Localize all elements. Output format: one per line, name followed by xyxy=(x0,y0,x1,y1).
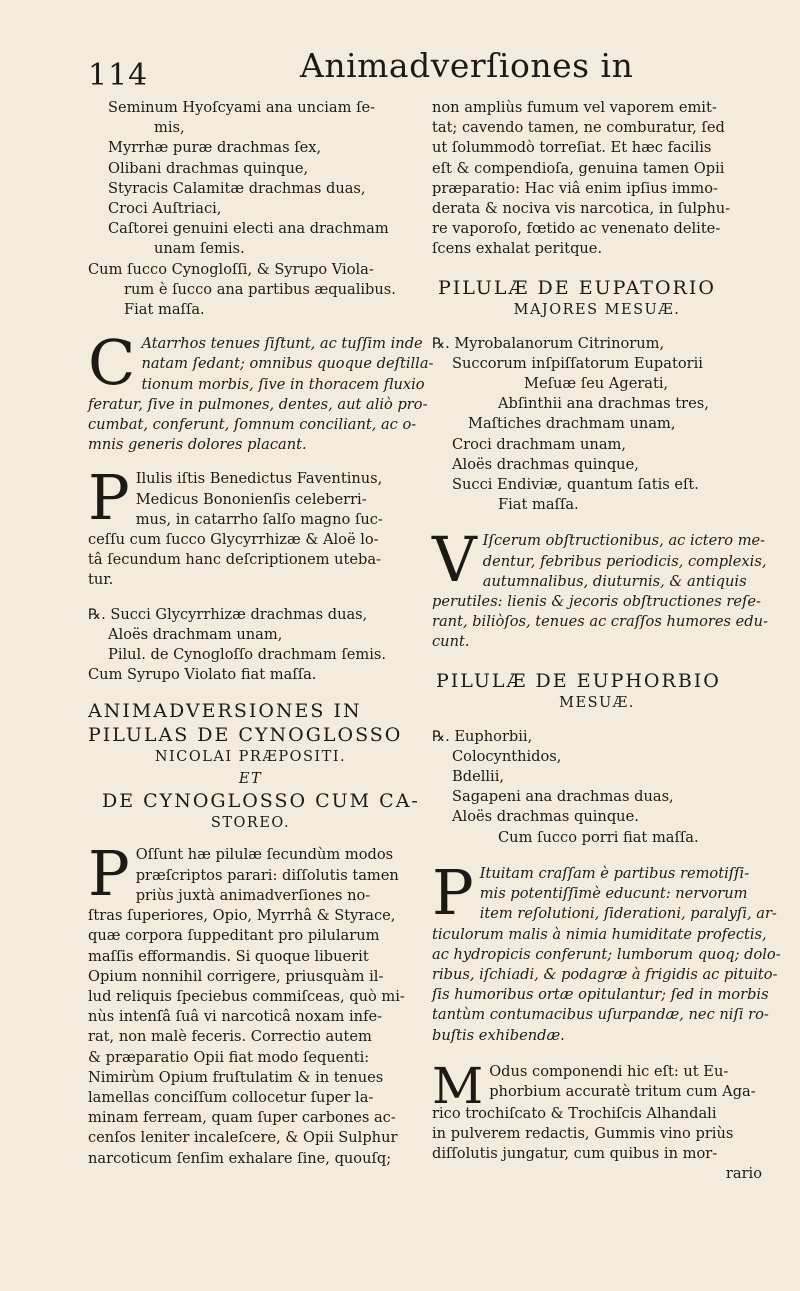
drop-cap: P xyxy=(432,855,474,929)
continued-paragraph xyxy=(432,98,762,260)
text-line: & præparatio Opii fiat modo ſequenti: xyxy=(88,1048,370,1066)
text-line: ticulorum malis à nimia humiditate profectis, xyxy=(432,925,767,943)
text-line: item reſolutioni, ſiderationi, paralyſi, ar- xyxy=(479,905,777,923)
text-line: tantùm contumacibus uſurpandæ, nec niſi ro- xyxy=(432,1006,769,1024)
heading-line: PILULAS DE CYNOGLOSSO xyxy=(88,724,403,747)
drop-cap: V xyxy=(432,523,477,597)
recipe-line: Cum ſucco porri fiat maſſa. xyxy=(498,828,699,846)
text-line: dentur, febribus periodicis, complexis, xyxy=(482,552,767,570)
section-heading-eupatorio xyxy=(432,276,762,320)
text-line: quæ corpora ſuppeditant pro pilularum xyxy=(88,927,380,945)
recipe-line: Croci drachmam unam, xyxy=(452,435,626,453)
text-line: præſcriptos parari: diſſolutis tamen xyxy=(135,866,399,884)
recipe-line: Fiat maſſa. xyxy=(498,496,579,514)
recipe-line: Caſtorei genuini electi ana drachmam xyxy=(108,220,389,238)
text-line: lud reliquis ſpeciebus commiſceas, quò mi- xyxy=(88,987,405,1005)
recipe-line: Succi Endiviæ, quantum ſatis eſt. xyxy=(452,476,699,494)
heading-line: MESUÆ. xyxy=(559,694,635,711)
text-line: minam ferream, quam ſuper carbones ac- xyxy=(88,1109,396,1127)
recipe-line: Aloës drachmam unam, xyxy=(108,625,283,643)
recipe-line: Bdellii, xyxy=(452,768,505,786)
heading-line: ANIMADVERSIONES IN xyxy=(88,700,362,723)
text-line: mus, in catarrho ſalſo magno ſuc- xyxy=(135,510,383,528)
recipe-euphorbio xyxy=(432,727,762,848)
text-line: ac hydropicis conferunt; lumborum quoq; dolo- xyxy=(432,945,781,963)
recipe-line: Fiat maſſa. xyxy=(124,301,205,319)
text-line: ut ſolummodò torreſiat. Et hæc facilis xyxy=(432,139,712,157)
text-line: Atarrhos tenues ſiſtunt, ac tuſſim inde xyxy=(141,335,423,353)
text-line: perutiles: lienis & jecoris obſtructiones reſe- xyxy=(432,593,761,611)
text-line: phorbium accuratè tritum cum Aga- xyxy=(489,1082,756,1100)
recipe-line: unam ſemis. xyxy=(154,240,245,258)
text-line: ribus, iſchiadi, & podagræ à frigidis ac pituito- xyxy=(432,965,778,983)
text-line: cumbat, conferunt, ſomnum conciliant, ac o- xyxy=(88,416,417,434)
heading-line: PILULÆ DE EUPHORBIO xyxy=(436,669,721,692)
text-line: rat, non malè feceris. Correctio autem xyxy=(88,1028,372,1046)
section-heading-cynoglosso xyxy=(88,699,420,833)
recipe-line: Olibani drachmas quinque, xyxy=(108,159,309,177)
recipe-line: mis, xyxy=(154,119,185,137)
text-line: rico trochiſcato & Trochiſcis Alhandali xyxy=(432,1104,717,1122)
recipe-line: Styracis Calamitæ drachmas duas, xyxy=(108,179,366,197)
page-number: 114 xyxy=(88,58,149,93)
text-line: mnis generis dolores placant. xyxy=(88,436,307,454)
running-title: Animadverſiones in xyxy=(300,46,634,85)
text-line: ſtras ſuperiores, Opio, Myrrhâ & Styrace, xyxy=(88,907,396,925)
heading-line: DE CYNOGLOSSO CUM CA- xyxy=(102,790,420,813)
left-column xyxy=(88,98,434,1169)
recipe-line: Succorum inſpiſſatorum Eupatorii xyxy=(452,354,703,372)
recipe-line: Cum ſucco Cynogloſſi, & Syrupo Viola- xyxy=(88,260,374,278)
text-line: eſt & compendioſa, genuina tamen Opii xyxy=(432,159,725,177)
text-line: diſſolutis jungatur, cum quibus in mor- xyxy=(432,1145,718,1163)
text-line: Ilulis iſtis Benedictus Faventinus, xyxy=(135,470,383,488)
text-line: Oſſunt hæ pilulæ ſecundùm modos xyxy=(135,846,394,864)
text-line: tâ ſecundum hanc deſcriptionem uteba- xyxy=(88,551,381,569)
recipe-line: Aloës drachmas quinque, xyxy=(452,455,639,473)
recipe-line: Maſtiches drachmam unam, xyxy=(468,415,676,433)
recipe-line: Myrrhæ puræ drachmas ſex, xyxy=(108,139,322,157)
text-line: Iſcerum obſtructionibus, ac ictero me- xyxy=(482,532,766,550)
text-line: Ituitam craſſam è partibus remotiſſi- xyxy=(479,864,750,882)
paragraph-modus xyxy=(432,1056,762,1185)
text-line: lamellas conciſſum collocetur ſuper la- xyxy=(88,1088,374,1106)
drop-cap: M xyxy=(432,1056,484,1115)
heading-et: ET xyxy=(238,771,263,788)
text-line: nùs intenſâ ſuâ vi narcoticâ noxam infe- xyxy=(88,1008,383,1026)
text-line: maſſis efformandis. Si quoque libuerit xyxy=(88,947,369,965)
heading-line: NICOLAI PRÆPOSITI. xyxy=(154,749,347,766)
text-line: mis potentiſſimè educunt: nervorum xyxy=(479,885,748,903)
text-line: autumnalibus, diuturnis, & antiquis xyxy=(482,572,747,590)
text-line: cenſos leniter incaleſcere, & Opii Sulphur xyxy=(88,1129,398,1147)
recipe-line: Sagapeni ana drachmas duas, xyxy=(452,788,674,806)
text-line: Medicus Bononienſis celeberri- xyxy=(135,490,367,508)
paragraph-catarrh xyxy=(88,326,434,455)
heading-line: PILULÆ DE EUPATORIO xyxy=(438,276,716,299)
text-line: præparatio: Hac viâ enim ipſius immo- xyxy=(432,179,718,197)
text-line: Nimirùm Opium fruſtulatim & in tenues xyxy=(88,1068,384,1086)
text-line: ceſſu cum ſucco Glycyrrhizæ & Aloë lo- xyxy=(88,531,379,549)
recipe-line: ℞. Myrobalanorum Citrinorum, xyxy=(432,334,665,352)
recipe-line: Pilul. de Cynogloſſo drachmam ſemis. xyxy=(108,646,387,664)
paragraph-pituitam xyxy=(432,855,781,1046)
heading-line: MAJORES MESUÆ. xyxy=(513,301,681,318)
recipe-block-1 xyxy=(88,98,413,320)
drop-cap: P xyxy=(88,837,130,911)
text-line: natam ſedant; omnibus quoque deſtilla- xyxy=(141,355,434,373)
recipe-line: ℞. Succi Glycyrrhizæ drachmas duas, xyxy=(88,605,368,623)
text-line: tionum morbis, ſive in thoracem fluxio xyxy=(141,375,425,393)
text-line: non ampliùs fumum vel vaporem emit- xyxy=(432,99,717,116)
text-line: Opium nonnihil corrigere, priusquàm il- xyxy=(88,967,384,985)
recipe-line: Colocynthidos, xyxy=(452,747,562,765)
recipe-block-2 xyxy=(88,605,413,686)
recipe-line: ℞. Euphorbii, xyxy=(432,727,533,745)
recipe-line: Cum Syrupo Violato fiat maſſa. xyxy=(88,666,317,684)
text-line: derata & nociva vis narcotica, in ſulphu- xyxy=(432,200,731,218)
recipe-line: Abſinthii ana drachmas tres, xyxy=(498,395,709,413)
text-line: feratur, ſive in pulmones, dentes, aut aliò pro- xyxy=(88,395,428,413)
text-line: cunt. xyxy=(432,633,470,651)
catchword: rario xyxy=(725,1165,762,1183)
text-line: rant, biliòſos, tenues ac craſſos humores edu- xyxy=(432,613,768,631)
paragraph-possunt xyxy=(88,837,413,1168)
text-line: tur. xyxy=(88,571,114,589)
paragraph-benedictus xyxy=(88,461,413,590)
text-line: re vaporoſo, fœtido ac venenato delite- xyxy=(432,220,721,238)
paragraph-viscerum xyxy=(432,523,768,652)
heading-line: STOREO. xyxy=(210,815,291,832)
text-line: narcoticum ſenſim exhalare ſine, quouſq; xyxy=(88,1149,392,1167)
recipe-line: Aloës drachmas quinque. xyxy=(452,808,639,826)
recipe-line: Meſuæ ſeu Agerati, xyxy=(524,375,669,393)
right-column xyxy=(432,98,781,1185)
text-line: Odus componendi hic eſt: ut Eu- xyxy=(489,1062,729,1080)
section-heading-euphorbio xyxy=(432,669,762,713)
drop-cap: P xyxy=(88,461,130,535)
text-line: in pulverem redactis, Gummis vino priùs xyxy=(432,1124,734,1142)
text-line: ſis humoribus ortæ opitulantur; ſed in morbis xyxy=(432,986,769,1004)
recipe-line: rum è ſucco ana partibus æqualibus. xyxy=(124,280,396,298)
text-line: ſcens exhalat peritque. xyxy=(432,240,603,258)
text-line: buſtis exhibendæ. xyxy=(432,1026,565,1044)
text-line: tat; cavendo tamen, ne comburatur, ſed xyxy=(432,119,725,137)
recipe-line: Croci Auſtriaci, xyxy=(108,200,222,218)
text-line: priùs juxtà animadverſiones no- xyxy=(135,886,371,904)
drop-cap: C xyxy=(88,326,136,400)
recipe-line: Seminum Hyoſcyami ana unciam ſe- xyxy=(108,99,376,116)
recipe-eupatorio xyxy=(432,334,762,516)
